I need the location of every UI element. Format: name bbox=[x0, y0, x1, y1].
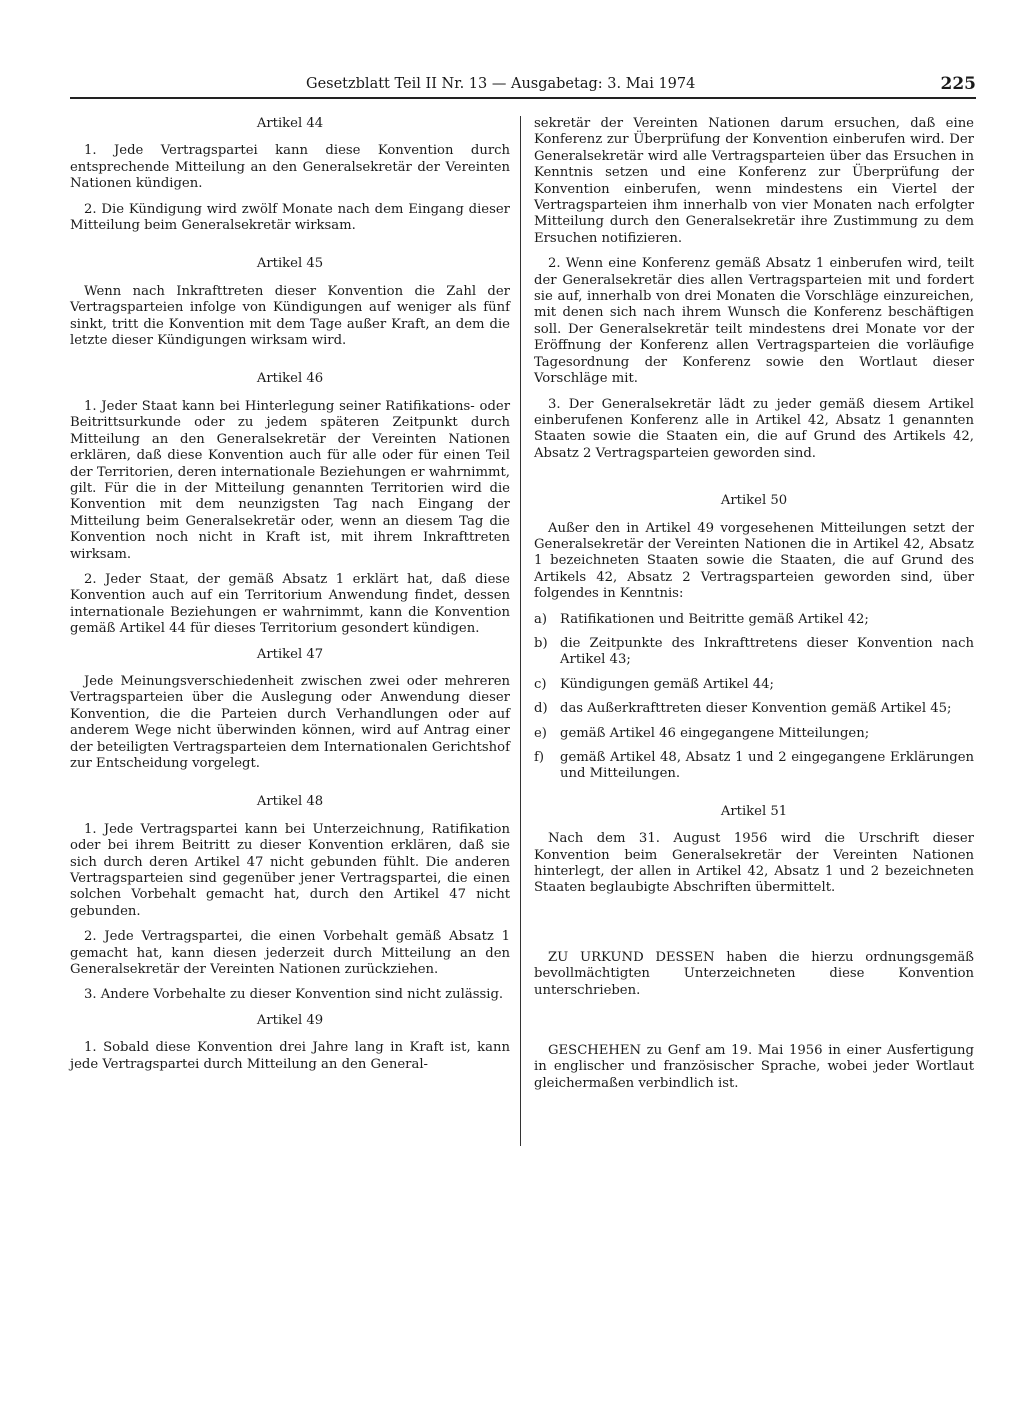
article-46-heading: Artikel 46 bbox=[256, 371, 324, 387]
page-header bbox=[70, 74, 976, 98]
article-49-paragraph-3: 3. Der Generalsekretär lädt zu jeder gemäß diesem Artikel einberufenen Konferenz alle in Artikel 42, Absatz 1 genannten Staaten sowie die Staaten ein, die auf Grund des Artikels 42, Absatz 2 Vertragsparteien geworden sind. bbox=[534, 396, 974, 461]
list-item: b) die Zeitpunkte des Inkrafttretens dieser Konvention nach Artikel 43; bbox=[534, 635, 974, 668]
article-48-paragraph-1: 1. Jede Vertragspartei kann bei Unterzeichnung, Ratifikation oder bei ihrem Beitritt zu dieser Konvention erklären, daß sie sich durch deren Artikel 47 nicht gebunden fühlt. Die anderen Vertragsparteien sind gegenüber jener Vertragspartei, die einen solchen Vorbehalt gemacht hat, durch den Artikel 47 nicht gebunden. bbox=[70, 821, 510, 919]
article-45-paragraph-1: Wenn nach Inkrafttreten dieser Konvention die Zahl der Vertragsparteien infolge von Kündigungen auf weniger als fünf sinkt, tritt die Konvention mit dem Tage außer Kraft, an dem die letzte dieser Kündigungen wirksam wird. bbox=[70, 283, 510, 349]
article-49-paragraph-2: 2. Wenn eine Konferenz gemäß Absatz 1 einberufen wird, teilt der Generalsekretär dies allen Vertragsparteien mit und fordert sie auf, innerhalb von drei Monaten die Vorschläge einzureichen, mit denen sich nach ihrem Wunsch die Konferenz beschäftigen soll. Der Generalsekretär teilt mindestens drei Monate vor der Eröffnung der Konferenz allen Vertragsparteien die vorläufige Tagesordnung der Konferenz sowie den Wortlaut dieser Vorschläge mit. bbox=[534, 256, 974, 387]
article-49-paragraph-1-continued: sekretär der Vereinten Nationen darum ersuchen, daß eine Konferenz zur Überprüfung der Konvention einberufen wird. Der Generalsekretär wird alle Vertragsparteien über das Ersuchen in Kenntnis setzen und eine Konferenz zur Überprüfung der Konvention einberufen, wenn mindestens ein Viertel der Vertragsparteien ihm innerhalb von vier Monaten nach erfolgter Mitteilung durch den Generalsekretär ihre Zustimmung zu dem Ersuchen notifizieren. bbox=[534, 116, 974, 246]
left-column bbox=[70, 116, 510, 1082]
article-48-heading: Artikel 48 bbox=[256, 794, 324, 810]
header-title: Gesetzblatt Teil II Nr. 13 — Ausgabetag: 3. Mai 1974 bbox=[306, 76, 696, 92]
article-51-heading: Artikel 51 bbox=[720, 803, 788, 819]
article-45-heading: Artikel 45 bbox=[256, 256, 324, 272]
article-44-heading: Artikel 44 bbox=[256, 116, 324, 131]
list-item: a) Ratifikationen und Beitritte gemäß Artikel 42; bbox=[534, 611, 869, 627]
article-49-paragraph-1: 1. Sobald diese Konvention drei Jahre lang in Kraft ist, kann jede Vertragspartei durch Mitteilung an den General- bbox=[70, 1040, 510, 1072]
page-number: 225 bbox=[940, 74, 976, 94]
closing-done-at-clause: GESCHEHEN zu Genf am 19. Mai 1956 in einer Ausfertigung in englischer und französischer Sprache, wobei jeder Wortlaut gleichermaßen verbindlich ist. bbox=[534, 1043, 974, 1091]
article-50-list bbox=[534, 612, 974, 783]
header-rule bbox=[70, 97, 976, 99]
article-50-intro: Außer den in Artikel 49 vorgesehenen Mitteilungen setzt der Generalsekretär der Vereinten Nationen die in Artikel 42, Absatz 1 bezeichneten Staaten sowie die Staaten, die auf Grund des Artikels 42, Absatz 2 Vertragsparteien geworden sind, über folgendes in Kenntnis: bbox=[534, 520, 974, 602]
article-44-paragraph-1: 1. Jede Vertragspartei kann diese Konvention durch entsprechende Mitteilung an den Generalsekretär der Vereinten Nationen kündigen. bbox=[70, 143, 510, 192]
list-item: c) Kündigungen gemäß Artikel 44; bbox=[534, 676, 774, 692]
article-47-paragraph-1: Jede Meinungsverschiedenheit zwischen zwei oder mehreren Vertragsparteien über die Auslegung oder Anwendung dieser Konvention, die die Parteien durch Verhandlungen oder auf anderem Wege nicht überwinden können, wird auf Antrag einer der beteiligten Vertragsparteien dem Internationalen Gerichtshof zur Entscheidung vorgelegt. bbox=[70, 673, 510, 771]
article-51-paragraph-1: Nach dem 31. August 1956 wird die Urschrift dieser Konvention beim Generalsekretär der Vereinten Nationen hinterlegt, der allen in Artikel 42, Absatz 1 und 2 bezeichneten Staaten beglaubigte Abschriften übermittelt. bbox=[534, 831, 974, 896]
article-47-heading: Artikel 47 bbox=[256, 646, 324, 662]
article-46-paragraph-1: 1. Jeder Staat kann bei Hinterlegung seiner Ratifikations- oder Beitrittsurkunde oder zu jedem späteren Zeitpunkt durch Mitteilung an den Generalsekretär der Vereinten Nationen erklären, daß diese Konvention auch für alle oder für einen Teil der Territorien, deren internationale Beziehungen er wahrnimmt, gilt. Für die in der Mitteilung genannten Territorien wird die Konvention mit dem neunzigsten Tag nach Eingang der Mitteilung beim Generalsekretär oder, wenn an diesem Tag die Konvention noch nicht in Kraft ist, mit ihrem Inkrafttreten wirksam. bbox=[70, 398, 510, 562]
column-divider bbox=[520, 116, 521, 1146]
article-50-heading: Artikel 50 bbox=[720, 493, 788, 509]
list-item: d) das Außerkrafttreten dieser Konvention gemäß Artikel 45; bbox=[534, 701, 952, 717]
article-46-paragraph-2: 2. Jeder Staat, der gemäß Absatz 1 erklärt hat, daß diese Konvention auch auf ein Territorium Anwendung findet, dessen internationale Beziehungen er wahrnimmt, kann die Konvention gemäß Artikel 44 für dieses Territorium gesondert kündigen. bbox=[70, 571, 510, 637]
article-44-paragraph-2: 2. Die Kündigung wird zwölf Monate nach dem Eingang dieser Mitteilung beim Generalsekretär wirksam. bbox=[70, 201, 510, 234]
list-item: f) gemäß Artikel 48, Absatz 1 und 2 eingegangene Erklärungen und Mitteilungen. bbox=[534, 750, 974, 782]
article-48-paragraph-2: 2. Jede Vertragspartei, die einen Vorbehalt gemäß Absatz 1 gemacht hat, kann diesen jederzeit durch Mitteilung an den Generalsekretär der Vereinten Nationen zurückziehen. bbox=[70, 929, 510, 978]
article-49-heading: Artikel 49 bbox=[256, 1012, 324, 1028]
right-column bbox=[534, 116, 974, 1101]
list-item: e) gemäß Artikel 46 eingegangene Mitteilungen; bbox=[534, 725, 870, 741]
closing-witness-clause: ZU URKUND DESSEN haben die hierzu ordnungsgemäß bevollmächtigten Unterzeichneten diese Konvention unterschrieben. bbox=[534, 949, 974, 998]
article-48-paragraph-3: 3. Andere Vorbehalte zu dieser Konvention sind nicht zulässig. bbox=[84, 987, 504, 1003]
